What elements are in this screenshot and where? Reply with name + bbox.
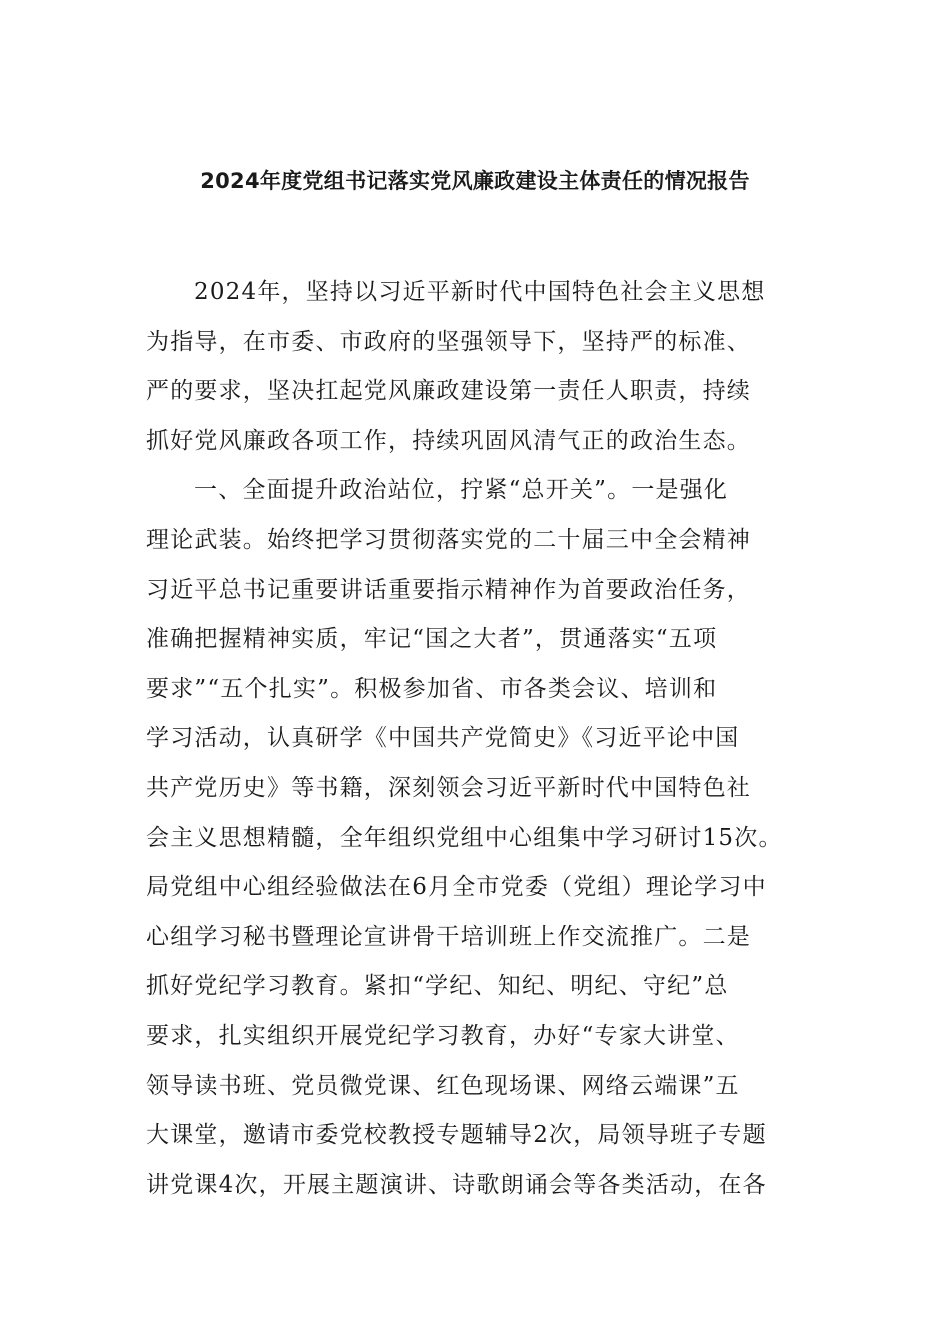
paragraph-1-line-1: 2024年，坚持以习近平新时代中国特色社会主义思想	[194, 279, 766, 305]
paragraph-2-line-6: 学习活动，认真研学《中国共产党简史》《习近平论中国	[146, 725, 740, 752]
paragraph-2-line-5: 要求”“五个扎实”。积极参加省、市各类会议、培训和	[146, 675, 718, 702]
paragraph-2-line-8: 会主义思想精髓，全年组织党组中心组集中学习研讨15次。	[146, 824, 783, 851]
paragraph-2-line-12: 要求，扎实组织开展党纪学习教育，办好“专家大讲堂、	[146, 1022, 740, 1049]
document-title: 2024年度党组书记落实党风廉政建设主体责任的情况报告	[200, 169, 750, 193]
paragraph-2-line-13: 领导读书班、党员微党课、红色现场课、网络云端课”五	[146, 1072, 740, 1099]
paragraph-2-line-9: 局党组中心组经验做法在6月全市党委（党组）理论学习中	[146, 874, 767, 901]
paragraph-2-line-3: 习近平总书记重要讲话重要指示精神作为首要政治任务，	[146, 576, 751, 603]
paragraph-2-line-11: 抓好党纪学习教育。紧扣“学纪、知纪、明纪、守纪”总	[146, 973, 729, 1000]
paragraph-2-line-1: 一、全面提升政治站位，拧紧“总开关”。一是强化	[194, 477, 729, 504]
paragraph-2-line-10: 心组学习秘书暨理论宣讲骨干培训班上作交流推广。二是	[146, 923, 751, 950]
document-body	[146, 268, 818, 1210]
paragraph-2-line-7: 共产党历史》等书籍，深刻领会习近平新时代中国特色社	[146, 774, 751, 801]
paragraph-1-line-4: 抓好党风廉政各项工作，持续巩固风清气正的政治生态。	[146, 427, 751, 454]
paragraph-2-line-4: 准确把握精神实质，牢记“国之大者”，贯通落实“五项	[146, 626, 718, 653]
paragraph-2-line-14: 大课堂，邀请市委党校教授专题辅导2次，局领导班子专题	[146, 1122, 767, 1149]
paragraph-1-line-3: 严的要求，坚决扛起党风廉政建设第一责任人职责，持续	[146, 378, 751, 405]
paragraph-1-line-2: 为指导，在市委、市政府的坚强领导下，坚持严的标准、	[146, 328, 751, 355]
paragraph-2-line-2: 理论武装。始终把学习贯彻落实党的二十届三中全会精神	[146, 526, 751, 553]
paragraph-2-line-15: 讲党课4次，开展主题演讲、诗歌朗诵会等各类活动，在各	[146, 1171, 767, 1198]
